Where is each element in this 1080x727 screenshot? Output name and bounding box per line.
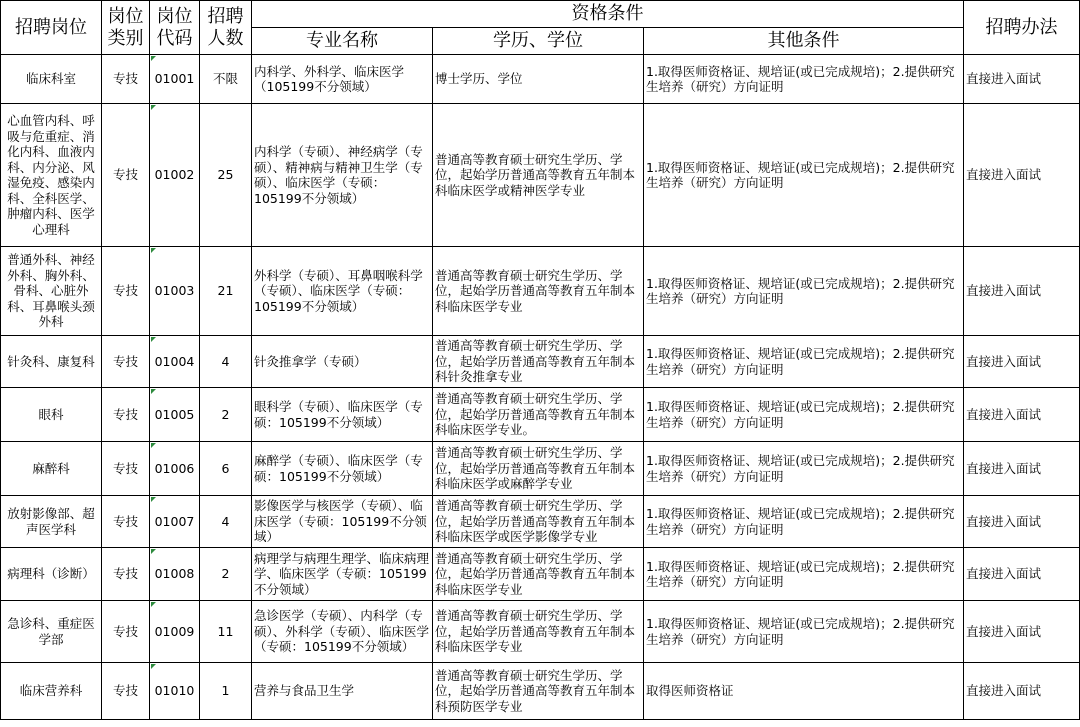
major-cell: 病理学与病理生理学、临床病理学、临床医学（专硕：105199不分领域） <box>252 548 433 601</box>
type-cell: 专技 <box>102 496 150 548</box>
header-education: 学历、学位 <box>433 28 644 55</box>
other-cell: 1.取得医师资格证、规培证(或已完成规培)；2.提供研究生培养（研究）方向证明 <box>644 548 964 601</box>
post-cell: 放射影像部、超声医学科 <box>1 496 102 548</box>
post-cell: 临床营养科 <box>1 663 102 720</box>
post-cell: 麻醉科 <box>1 442 102 496</box>
table-row <box>1 548 1080 601</box>
code-cell: 01002 <box>150 104 200 247</box>
method-cell: 直接进入面试 <box>964 104 1080 247</box>
major-cell: 眼科学（专硕）、临床医学（专硕：105199不分领域） <box>252 388 433 442</box>
code-cell: 01010 <box>150 663 200 720</box>
count-cell: 1 <box>200 663 252 720</box>
education-cell: 普通高等教育硕士研究生学历、学位，起始学历普通高等教育五年制本科针灸推拿专业 <box>433 336 644 388</box>
count-cell: 21 <box>200 247 252 336</box>
post-cell: 针灸科、康复科 <box>1 336 102 388</box>
type-cell: 专技 <box>102 247 150 336</box>
major-cell: 外科学（专硕）、耳鼻咽喉科学（专硕）、临床医学（专硕：105199不分领域） <box>252 247 433 336</box>
method-cell: 直接进入面试 <box>964 442 1080 496</box>
method-cell: 直接进入面试 <box>964 601 1080 663</box>
header-other: 其他条件 <box>644 28 964 55</box>
type-cell: 专技 <box>102 442 150 496</box>
header-qualifications: 资格条件 <box>252 1 964 28</box>
other-cell: 1.取得医师资格证、规培证(或已完成规培)；2.提供研究生培养（研究）方向证明 <box>644 496 964 548</box>
major-cell: 急诊医学（专硕）、内科学（专硕）、外科学（专硕）、临床医学（专硕：105199不分领域） <box>252 601 433 663</box>
count-cell: 11 <box>200 601 252 663</box>
method-cell: 直接进入面试 <box>964 55 1080 104</box>
education-cell: 普通高等教育硕士研究生学历、学位，起始学历普通高等教育五年制本科临床医学专业 <box>433 601 644 663</box>
post-cell: 眼科 <box>1 388 102 442</box>
other-cell: 1.取得医师资格证、规培证(或已完成规培)；2.提供研究生培养（研究）方向证明 <box>644 442 964 496</box>
other-cell: 取得医师资格证 <box>644 663 964 720</box>
code-cell: 01007 <box>150 496 200 548</box>
header-post: 招聘岗位 <box>1 1 102 55</box>
type-cell: 专技 <box>102 388 150 442</box>
count-cell: 2 <box>200 388 252 442</box>
major-cell: 针灸推拿学（专硕） <box>252 336 433 388</box>
post-cell: 病理科（诊断） <box>1 548 102 601</box>
count-cell: 4 <box>200 336 252 388</box>
method-cell: 直接进入面试 <box>964 663 1080 720</box>
type-cell: 专技 <box>102 663 150 720</box>
code-cell: 01001 <box>150 55 200 104</box>
code-cell: 01008 <box>150 548 200 601</box>
post-cell: 普通外科、神经外科、胸外科、骨科、心脏外科、耳鼻喉头颈外科 <box>1 247 102 336</box>
count-cell: 不限 <box>200 55 252 104</box>
major-cell: 营养与食品卫生学 <box>252 663 433 720</box>
count-cell: 4 <box>200 496 252 548</box>
header-method: 招聘办法 <box>964 1 1080 55</box>
code-cell: 01006 <box>150 442 200 496</box>
other-cell: 1.取得医师资格证、规培证(或已完成规培)；2.提供研究生培养（研究）方向证明 <box>644 104 964 247</box>
header-type: 岗位类别 <box>102 1 150 55</box>
count-cell: 25 <box>200 104 252 247</box>
code-cell: 01003 <box>150 247 200 336</box>
education-cell: 普通高等教育硕士研究生学历、学位，起始学历普通高等教育五年制本科临床医学或精神医学专业 <box>433 104 644 247</box>
major-cell: 内科学、外科学、临床医学（105199不分领域） <box>252 55 433 104</box>
table-row <box>1 601 1080 663</box>
header-code: 岗位代码 <box>150 1 200 55</box>
type-cell: 专技 <box>102 548 150 601</box>
other-cell: 1.取得医师资格证、规培证(或已完成规培)；2.提供研究生培养（研究）方向证明 <box>644 55 964 104</box>
post-cell: 临床科室 <box>1 55 102 104</box>
type-cell: 专技 <box>102 104 150 247</box>
header-count: 招聘人数 <box>200 1 252 55</box>
post-cell: 急诊科、重症医学部 <box>1 601 102 663</box>
other-cell: 1.取得医师资格证、规培证(或已完成规培)；2.提供研究生培养（研究）方向证明 <box>644 601 964 663</box>
count-cell: 2 <box>200 548 252 601</box>
count-cell: 6 <box>200 442 252 496</box>
education-cell: 普通高等教育硕士研究生学历、学位，起始学历普通高等教育五年制本科临床医学或医学影像学专业 <box>433 496 644 548</box>
table-row <box>1 247 1080 336</box>
post-cell: 心血管内科、呼吸与危重症、消化内科、血液内科、内分泌、风湿免疫、感染内科、全科医学、肿瘤内科、医学心理科 <box>1 104 102 247</box>
major-cell: 内科学（专硕）、神经病学（专硕）、精神病与精神卫生学（专硕）、临床医学（专硕：105199不分领域） <box>252 104 433 247</box>
table-row <box>1 388 1080 442</box>
method-cell: 直接进入面试 <box>964 336 1080 388</box>
type-cell: 专技 <box>102 336 150 388</box>
type-cell: 专技 <box>102 601 150 663</box>
code-cell: 01004 <box>150 336 200 388</box>
other-cell: 1.取得医师资格证、规培证(或已完成规培)；2.提供研究生培养（研究）方向证明 <box>644 388 964 442</box>
code-cell: 01009 <box>150 601 200 663</box>
other-cell: 1.取得医师资格证、规培证(或已完成规培)；2.提供研究生培养（研究）方向证明 <box>644 336 964 388</box>
education-cell: 普通高等教育硕士研究生学历、学位，起始学历普通高等教育五年制本科临床医学专业。 <box>433 388 644 442</box>
method-cell: 直接进入面试 <box>964 496 1080 548</box>
table-row <box>1 496 1080 548</box>
header-major: 专业名称 <box>252 28 433 55</box>
major-cell: 影像医学与核医学（专硕）、临床医学（专硕：105199不分领域） <box>252 496 433 548</box>
table-row <box>1 663 1080 720</box>
education-cell: 普通高等教育硕士研究生学历、学位，起始学历普通高等教育五年制本科预防医学专业 <box>433 663 644 720</box>
education-cell: 普通高等教育硕士研究生学历、学位，起始学历普通高等教育五年制本科临床医学专业 <box>433 548 644 601</box>
major-cell: 麻醉学（专硕）、临床医学（专硕：105199不分领域） <box>252 442 433 496</box>
table-row <box>1 104 1080 247</box>
method-cell: 直接进入面试 <box>964 548 1080 601</box>
type-cell: 专技 <box>102 55 150 104</box>
education-cell: 普通高等教育硕士研究生学历、学位，起始学历普通高等教育五年制本科临床医学专业 <box>433 247 644 336</box>
table-row <box>1 55 1080 104</box>
education-cell: 博士学历、学位 <box>433 55 644 104</box>
code-cell: 01005 <box>150 388 200 442</box>
other-cell: 1.取得医师资格证、规培证(或已完成规培)；2.提供研究生培养（研究）方向证明 <box>644 247 964 336</box>
table-row <box>1 442 1080 496</box>
education-cell: 普通高等教育硕士研究生学历、学位，起始学历普通高等教育五年制本科临床医学或麻醉学专业 <box>433 442 644 496</box>
method-cell: 直接进入面试 <box>964 247 1080 336</box>
table-row <box>1 336 1080 388</box>
method-cell: 直接进入面试 <box>964 388 1080 442</box>
